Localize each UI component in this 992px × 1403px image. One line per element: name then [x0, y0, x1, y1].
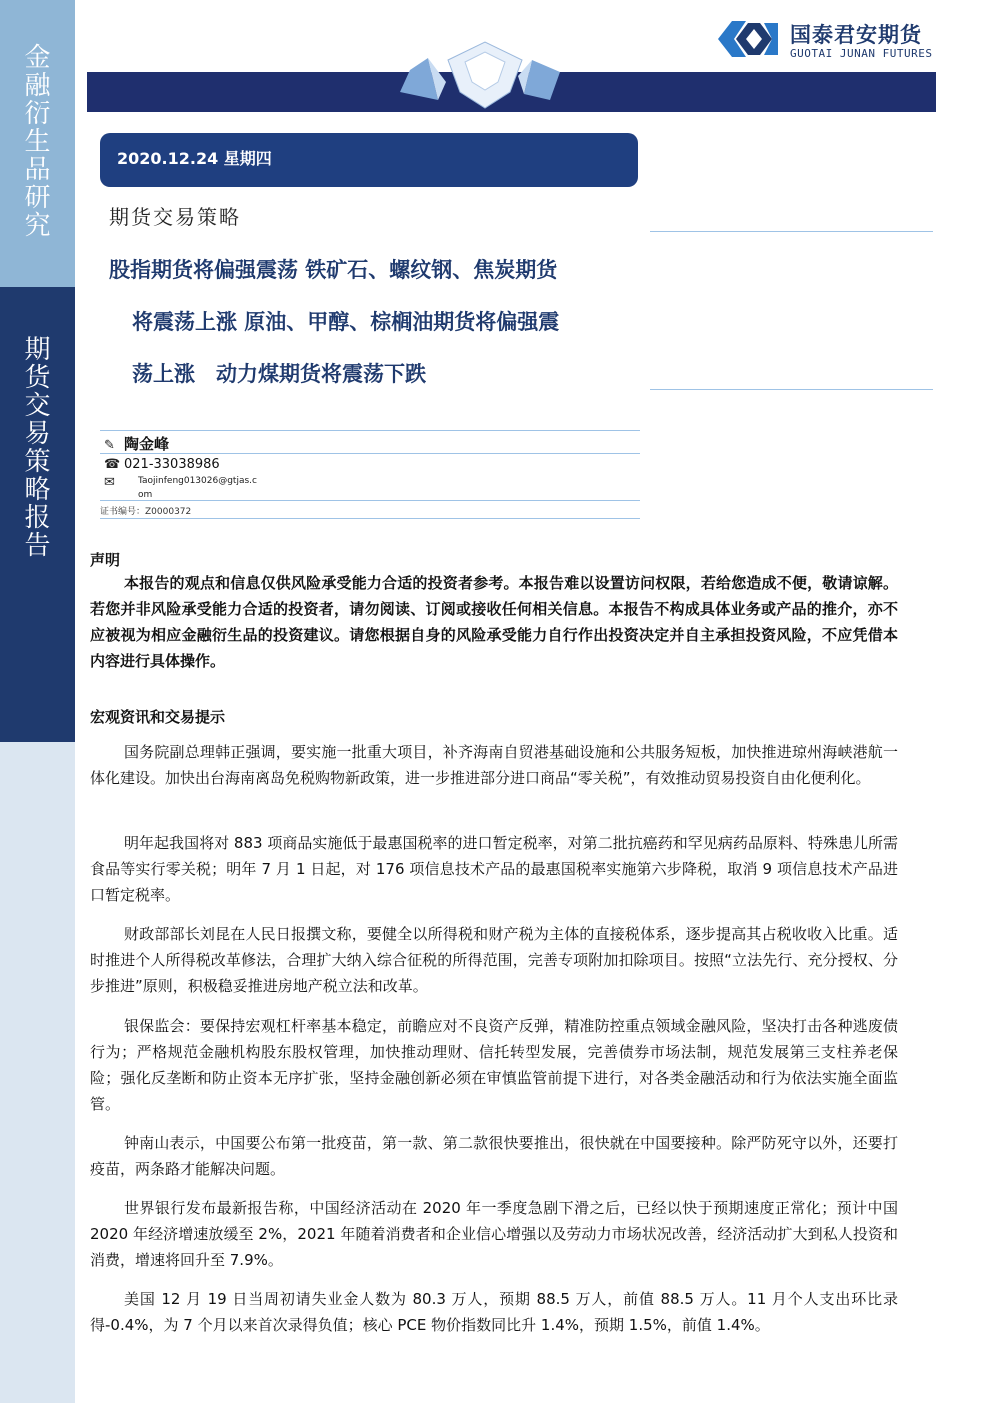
- author-line: [100, 453, 640, 454]
- report-title-line-1: 股指期货将偏强震荡 铁矿石、螺纹钢、焦炭期货: [109, 257, 558, 282]
- report-title-line-3: 荡上涨 动力煤期货将震荡下跌: [132, 361, 426, 386]
- author-name-row: [104, 433, 169, 454]
- news-paragraph: 明年起我国将对 883 项商品实施低于最惠国税率的进口暂定税率，对第二批抗癌药和罕见病药品原料、特殊患儿所需食品等实行零关税；明年 7 月 1 日起，对 176 项信息技术产品的最惠国税率实施第六步降税，取消 9 项信息技术产品进口暂定税率。: [90, 834, 898, 904]
- author-email[interactable]: Taojinfeng013026@gtjas.com: [138, 476, 257, 500]
- logo-english-name: GUOTAI JUNAN FUTURES: [790, 47, 933, 60]
- author-line: [100, 500, 640, 501]
- news-paragraph: 美国 12 月 19 日当周初请失业金人数为 80.3 万人，预期 88.5 万人，前值 88.5 万人。11 月个人支出环比录得-0.4%，为 7 个月以来首次录得负值；核心 PCE 物价指数同比升 1.4%，预期 1.5%，前值 1.4%。: [90, 1290, 898, 1334]
- phone-icon: ☎: [104, 457, 121, 472]
- sidebar-category-text: 金融衍生品研究: [24, 43, 51, 241]
- author-phone: 021-33038986: [124, 457, 220, 472]
- diamond-decoration-icon: [390, 30, 580, 115]
- report-date: 2020.12.24 星期四: [117, 149, 272, 168]
- news-paragraph: 国务院副总理韩正强调，要实施一批重大项目，补齐海南自贸港基础设施和公共服务短板，加快推进琼州海峡港航一体化建设。加快出台海南离岛免税购物新政策，进一步推进部分进口商品“零关税”，有效推动贸易投资自由化便利化。: [90, 743, 898, 787]
- author-name: 陶金峰: [124, 435, 170, 453]
- author-top-line: [100, 430, 640, 431]
- author-mail-row: [104, 475, 124, 490]
- divider-line: [650, 389, 933, 390]
- pen-icon: ✎: [104, 438, 115, 453]
- news-paragraph: 世界银行发布最新报告称，中国经济活动在 2020 年一季度急剧下滑之后，已经以快于预期速度正常化；预计中国 2020 年经济增速放缓至 2%，2021 年随着消费者和企业信心增强以及劳动力市场状况改善，经济活动扩大到私人投资和消费，增速将回升至 7.9%。: [90, 1199, 898, 1269]
- author-bottom-line: [100, 518, 640, 519]
- logo-chinese-name: 国泰君安期货: [790, 23, 922, 47]
- disclaimer-text: 本报告的观点和信息仅供风险承受能力合适的投资者参考。本报告难以设置访问权限，若给您造成不便，敬请谅解。若您并非风险承受能力合适的投资者，请勿阅读、订阅或接收任何相关信息。本报告不构成具体业务或产品的推介，亦不应被视为相应金融衍生品的投资建议。请您根据自身的风险承受能力自行作出投资决定并自主承担投资风险，不应凭借本内容进行具体操作。: [90, 574, 898, 670]
- logo-mark-icon: [716, 19, 780, 59]
- sidebar-report-type-text: 期货交易策略报告: [24, 335, 51, 561]
- news-paragraph: 钟南山表示，中国要公布第一批疫苗，第一款、第二款很快要推出，很快就在中国要接种。除严防死守以外，还要打疫苗，两条路才能解决问题。: [90, 1134, 898, 1178]
- section-label: 期货交易策略: [109, 205, 241, 229]
- date-tab: [100, 133, 638, 187]
- news-paragraph: 银保监会：要保持宏观杠杆率基本稳定，前瞻应对不良资产反弹，精准防控重点领域金融风险，坚决打击各种逃废债行为；严格规范金融机构股东股权管理，加快推动理财、信托转型发展，完善债券市场法制，规范发展第三支柱养老保险；强化反垄断和防止资本无序扩张，坚持金融创新必须在审慎监管前提下进行，对各类金融活动和行为依法实施全面监管。: [90, 1017, 898, 1113]
- mail-icon: ✉: [104, 475, 115, 490]
- sidebar-bottom-panel: [0, 742, 75, 1403]
- macro-heading: 宏观资讯和交易提示: [90, 708, 226, 726]
- company-logo: [716, 17, 936, 63]
- divider-line: [650, 231, 933, 232]
- disclaimer-heading: 声明: [90, 551, 121, 569]
- author-phone-row: [104, 457, 220, 472]
- certificate-number: 证书编号：Z0000372: [100, 507, 192, 517]
- news-paragraph: 财政部部长刘昆在人民日报撰文称，要健全以所得税和财产税为主体的直接税体系，逐步提高其占税收收入比重。适时推进个人所得税改革修法，合理扩大纳入综合征税的所得范围，完善专项附加扣除项目。按照“立法先行、充分授权、分步推进”原则，积极稳妥推进房地产税立法和改革。: [90, 925, 898, 995]
- report-title-line-2: 将震荡上涨 原油、甲醇、棕榈油期货将偏强震: [132, 309, 560, 334]
